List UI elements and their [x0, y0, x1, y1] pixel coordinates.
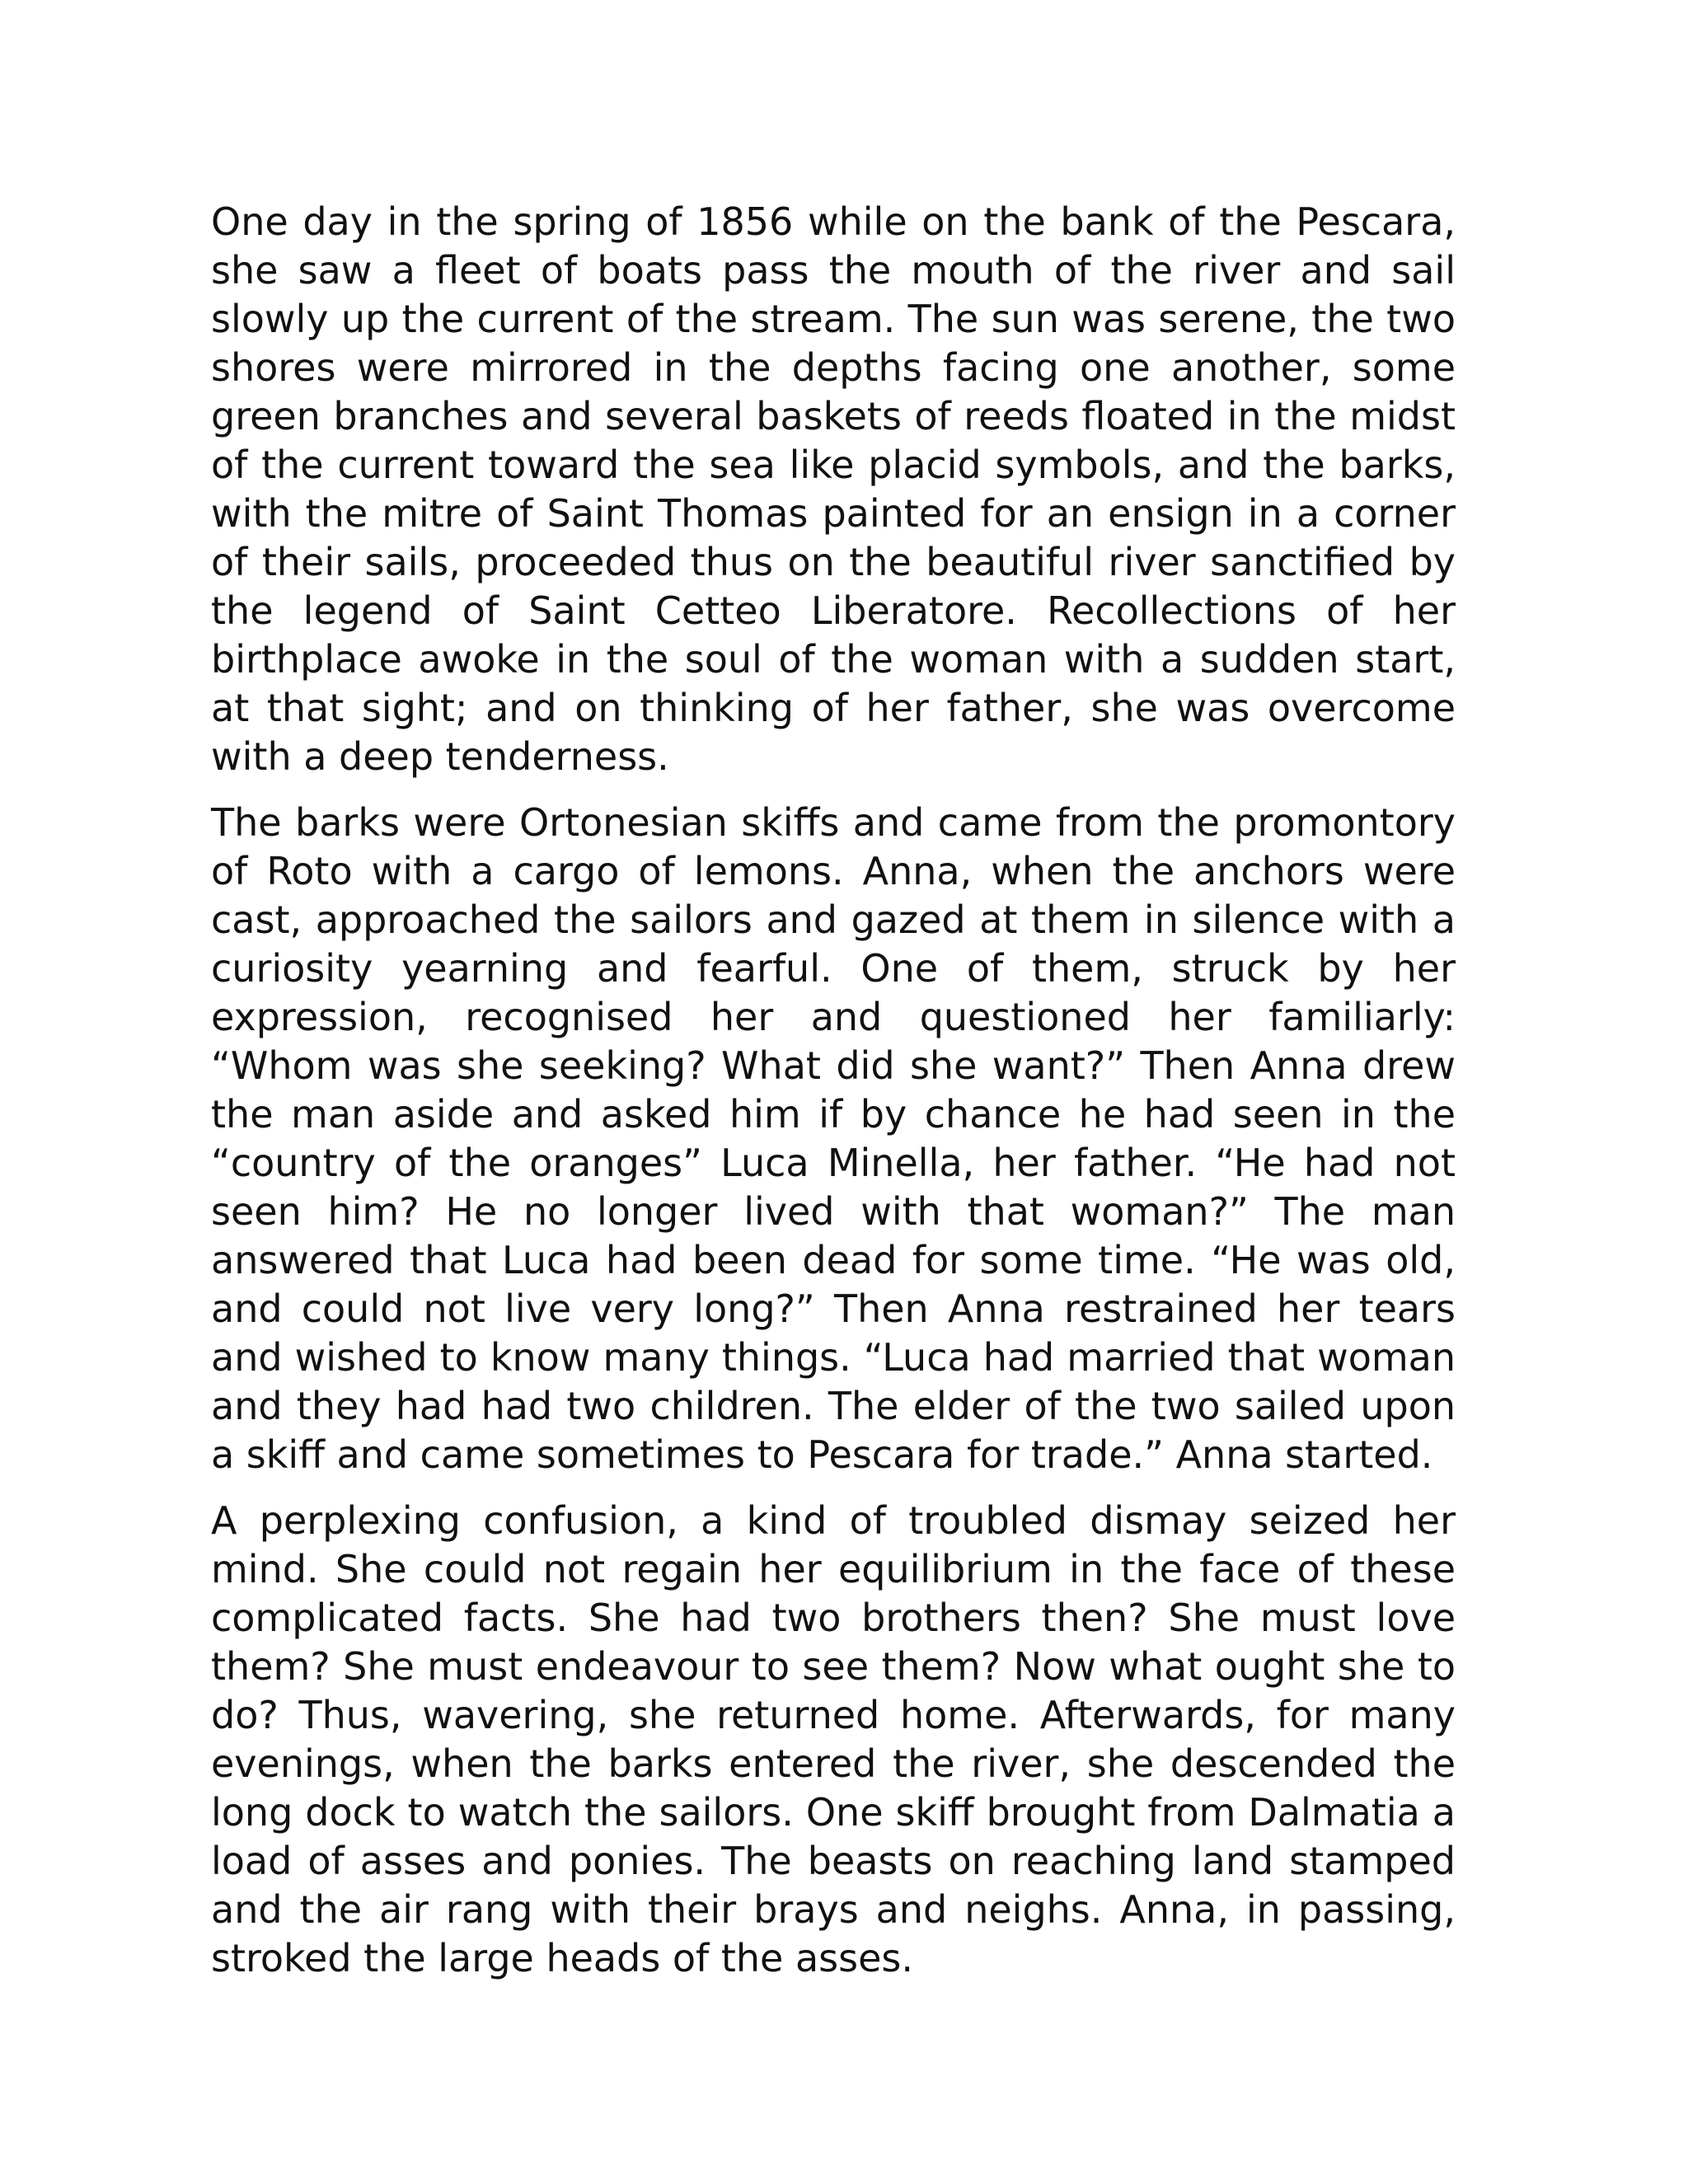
document-page	[211, 198, 1456, 2000]
paragraph-2: The barks were Ortonesian skiffs and came from the promontory of Roto with a cargo of lemons. Anna, when the anchors were cast, approached the sailors and gazed at them in silence with a curiosity yearning and fearful. One of them, struck by her expression, recognised her and questioned her familiarly: “Whom was she seeking? What did she want?” Then Anna drew the man aside and asked him if by chance he had seen in the “country of the oranges” Luca Minella, her father. “He had not seen him? He no longer lived with that woman?” The man answered that Luca had been dead for some time. “He was old, and could not live very long?” Then Anna restrained her tears and wished to know many things. “Luca had married that woman and they had had two children. The elder of the two sailed upon a skiff and came sometimes to Pescara for trade.” Anna started.	[211, 800, 1456, 1477]
paragraph-3: A perplexing confusion, a kind of troubled dismay seized her mind. She could not regain her equilibrium in the face of these complicated facts. She had two brothers then? She must love them? She must endeavour to see them? Now what ought she to do? Thus, wavering, she returned home. Afterwards, for many evenings, when the barks entered the river, she descended the long dock to watch the sailors. One skiff brought from Dalmatia a load of asses and ponies. The beasts on reaching land stamped and the air rang with their brays and neighs. Anna, in passing, stroked the large heads of the asses.	[211, 1498, 1456, 1980]
paragraph-1: One day in the spring of 1856 while on the bank of the Pescara, she saw a fleet of boats pass the mouth of the river and sail slowly up the current of the stream. The sun was serene, the two shores were mirrored in the depths facing one another, some green branches and several baskets of reeds floated in the midst of the current toward the sea like placid symbols, and the barks, with the mitre of Saint Thomas painted for an ensign in a corner of their sails, proceeded thus on the beautiful river sanctified by the legend of Saint Cetteo Liberatore. Recollections of her birthplace awoke in the soul of the woman with a sudden start, at that sight; and on thinking of her father, she was overcome with a deep tenderness.	[211, 199, 1456, 779]
